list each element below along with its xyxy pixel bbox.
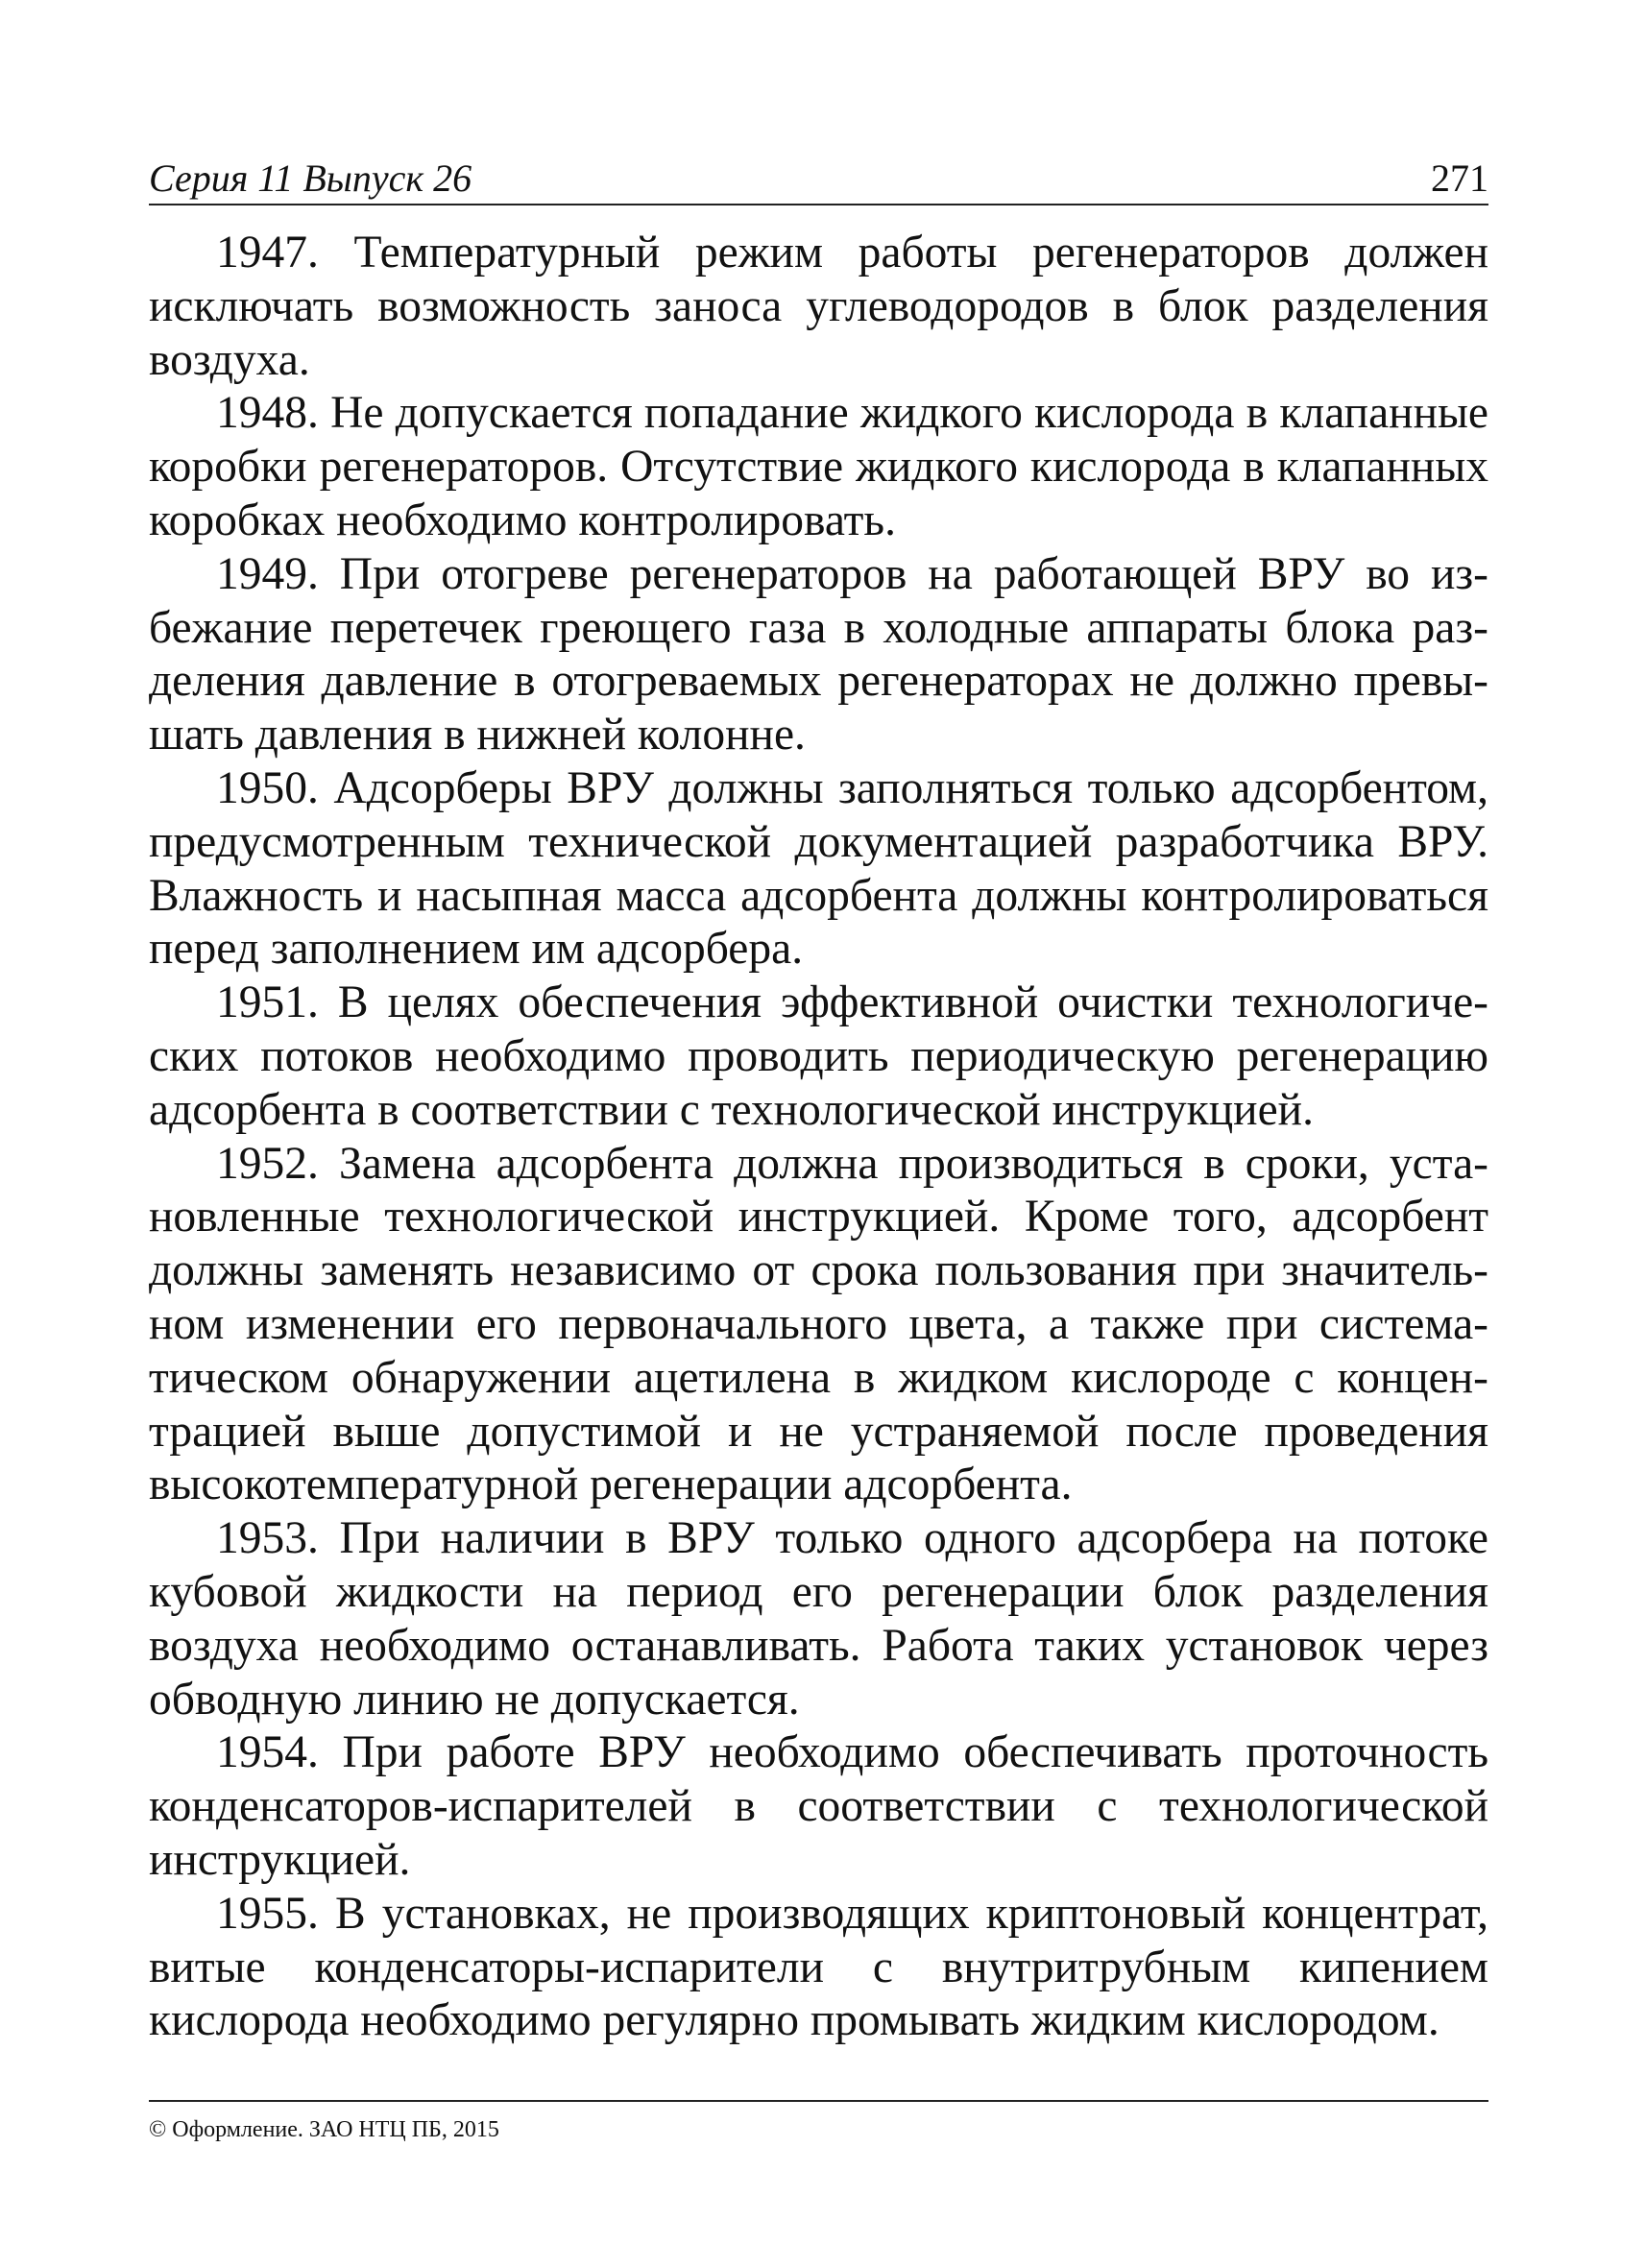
series-title: Серия 11 Выпуск 26 bbox=[149, 157, 472, 200]
paragraph-1953: 1953. При наличии в ВРУ только одного адсорбера на потоке кубовой жидкости на период его регенерации блок разделения воздуха необходимо останавливать. Работа таких установок через обводную линию не допускается. bbox=[149, 1513, 1488, 1725]
copyright-notice: © Оформление. ЗАО НТЦ ПБ, 2015 bbox=[149, 2117, 499, 2142]
paragraph-1954: 1954. При работе ВРУ необходимо обеспечивать проточность конденсаторов-испарителей в соответствии с технологической инструкцией. bbox=[149, 1727, 1488, 1885]
page-content bbox=[149, 227, 1488, 2048]
paragraph-1948: 1948. Не допускается попадание жидкого кислорода в клапанные коробки регенераторов. Отсутствие жидкого кислорода в клапанных коробках необходимо контролировать. bbox=[149, 388, 1488, 545]
paragraph-1955: 1955. В установках, не производящих криптоновый концентрат, витые конденсаторы-испарители с внутритрубным кипением кислорода необходимо регулярно промывать жидким кислородом. bbox=[149, 1888, 1488, 2046]
paragraph-1951: 1951. В целях обеспечения эффективной очистки технологических потоков необходимо проводить периодическую регенерацию адсорбента в соответствии с технологической инструкцией. bbox=[149, 977, 1488, 1135]
paragraph-1949: 1949. При отогреве регенераторов на работающей ВРУ во избежание перетечек греющего газа в холодные аппараты блока разделения давление в отогреваемых регенераторах не должно превышать давления в нижней колонне. bbox=[149, 548, 1488, 760]
page-header bbox=[149, 144, 1488, 205]
paragraph-1952: 1952. Замена адсорбента должна производиться в сроки, установленные технологической инструкцией. Кроме того, адсорбент должны заменять независимо от срока пользования при значительном изменении его первоначального цвета, а также при систематическом обнаружении ацетилена в жидком кислороде с концентрацией выше допустимой и не устраняемой после проведения высокотемпературной регенерации адсорбента. bbox=[149, 1138, 1488, 1510]
page-footer bbox=[149, 2100, 1488, 2144]
page-number: 271 bbox=[1431, 157, 1488, 200]
paragraph-1950: 1950. Адсорберы ВРУ должны заполняться только адсорбентом, предусмотренным технической документацией разработчика ВРУ. Влажность и насыпная масса адсорбента должны контролироваться перед заполнением им адсорбера. bbox=[149, 762, 1488, 975]
document-page bbox=[149, 144, 1488, 2141]
paragraph-1947: 1947. Температурный режим работы регенераторов должен исключать возможность заноса углеводородов в блок разделения воздуха. bbox=[149, 228, 1488, 385]
